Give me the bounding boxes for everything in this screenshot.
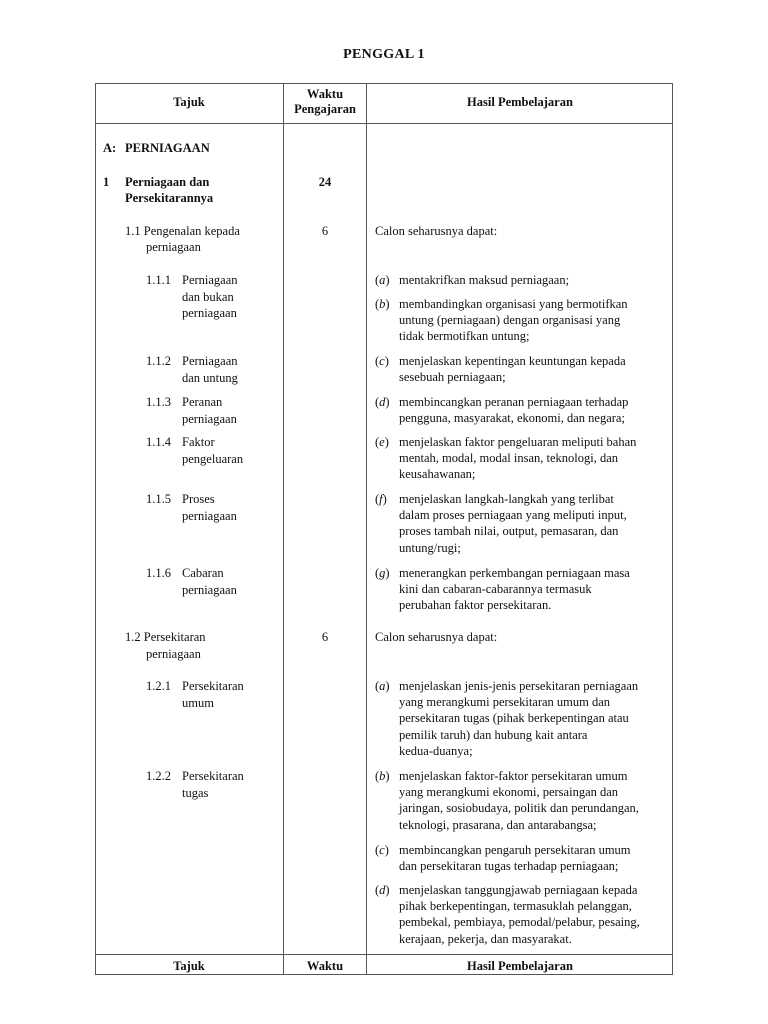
outcome-text-line: menjelaskan langkah-langkah yang terlibat <box>399 492 614 506</box>
item-name-line: Perniagaan <box>182 354 238 368</box>
item-name-line: perniagaan <box>182 508 237 523</box>
outcome-text-line: tidak bermotifkan untung; <box>399 329 530 344</box>
page-title: PENGGAL 1 <box>343 47 425 62</box>
outcome-text-line: perubahan faktor persekitaran. <box>399 598 552 613</box>
outcome-text-line: yang merangkumi persekitaran umum dan <box>399 695 611 710</box>
outcome-text-line: menjelaskan jenis-jenis persekitaran perniagaan <box>399 679 639 693</box>
footer-topic: Tajuk <box>173 959 205 973</box>
header-outcomes: Hasil Pembelajaran <box>467 95 573 109</box>
outcome-text-line: dalam proses perniagaan yang meliputi input, <box>399 508 627 523</box>
outcome-text-line: pemilik taruh) dan hubung kait antara <box>399 727 588 742</box>
outcome-letter: (b) <box>375 297 390 311</box>
outcome-text-line: untung/rugi; <box>399 540 461 555</box>
item-name-line: pengeluaran <box>182 451 244 466</box>
outcome-text-line: menerangkan perkembangan perniagaan masa <box>399 566 630 580</box>
footer-outcomes: Hasil Pembelajaran <box>467 959 573 973</box>
outcome-text-line: menjelaskan kepentingan keuntungan kepada <box>399 354 626 368</box>
outcome-text-line: menjelaskan tanggungjawab perniagaan kepada <box>399 883 638 897</box>
header-topic: Tajuk <box>173 95 205 109</box>
outcome-text-line: jaringan, sosiobudaya, politik dan perundangan, <box>399 801 639 816</box>
item-number: 1.2.1 <box>146 679 171 693</box>
topic-hours: 24 <box>318 175 332 189</box>
item-name-line: tugas <box>182 785 209 800</box>
item-name-line: Persekitaran <box>182 679 244 693</box>
item-number: 1.2.2 <box>146 769 171 783</box>
subtopic-label-line2: perniagaan <box>146 647 201 661</box>
outcome-text-line: mentakrifkan maksud perniagaan; <box>399 273 570 287</box>
column-divider <box>283 83 284 975</box>
outcome-text-line: persekitaran tugas (pihak berkepentingan atau <box>399 711 629 726</box>
outcome-text-line: menjelaskan faktor pengeluaran meliputi bahan <box>399 435 637 449</box>
item-name-line: Faktor <box>182 435 215 449</box>
item-name-line: Persekitaran <box>182 769 244 783</box>
item-number: 1.1.4 <box>146 435 171 449</box>
outcome-letter: (d) <box>375 395 390 409</box>
outcome-letter: (c) <box>375 843 389 857</box>
outcome-text-line: keusahawanan; <box>399 467 476 482</box>
topic-title-line2: Persekitarannya <box>125 191 214 205</box>
item-name-line: dan bukan <box>182 289 234 304</box>
item-number: 1.1.3 <box>146 395 171 409</box>
item-name-line: umum <box>182 695 214 710</box>
outcome-text-line: membandingkan organisasi yang bermotifkan <box>399 297 628 311</box>
outcome-text-line: menjelaskan faktor-faktor persekitaran umum <box>399 769 628 783</box>
item-name-line: perniagaan <box>182 582 237 597</box>
outcome-text-line: yang merangkumi ekonomi, persaingan dan <box>399 785 619 800</box>
topic-number: 1 <box>103 175 110 189</box>
item-number: 1.1.5 <box>146 492 171 506</box>
item-number: 1.1.1 <box>146 273 171 287</box>
item-number: 1.1.2 <box>146 354 171 368</box>
outcome-text-line: membincangkan pengaruh persekitaran umum <box>399 843 631 857</box>
subtopic-label-line1: 1.1 Pengenalan kepada <box>125 224 240 238</box>
section-name: PERNIAGAAN <box>125 141 210 155</box>
item-name-line: Proses <box>182 492 215 506</box>
header-hours-line2: Pengajaran <box>294 102 356 116</box>
outcome-text-line: untung (perniagaan) dengan organisasi yang <box>399 313 621 328</box>
footer-hours: Waktu <box>306 959 344 973</box>
outcome-text-line: proses tambah nilai, output, pemasaran, dan <box>399 524 619 539</box>
column-divider <box>366 83 367 975</box>
header-divider <box>95 123 673 124</box>
outcome-intro: Calon seharusnya dapat: <box>375 630 498 644</box>
item-name-line: Perniagaan <box>182 273 238 287</box>
outcome-text-line: dan persekitaran tugas terhadap perniagaan; <box>399 859 619 874</box>
outcome-text-line: pembekal, pembiaya, pemodal/pelabur, pesaing, <box>399 915 640 930</box>
item-name-line: Peranan <box>182 395 223 409</box>
footer-divider <box>95 954 673 955</box>
outcome-letter: (a) <box>375 679 390 693</box>
item-name-line: dan untung <box>182 370 238 385</box>
header-hours <box>284 87 366 117</box>
outcome-text-line: pihak berkepentingan, termasuklah pelanggan, <box>399 899 632 914</box>
outcome-letter: (d) <box>375 883 390 897</box>
subtopic-hours: 6 <box>321 630 329 644</box>
outcome-letter: (g) <box>375 566 390 580</box>
outcome-text-line: kini dan cabaran-cabarannya termasuk <box>399 582 592 597</box>
subtopic-hours: 6 <box>321 224 329 238</box>
outcome-letter: (b) <box>375 769 390 783</box>
outcome-intro: Calon seharusnya dapat: <box>375 224 498 238</box>
subtopic-label-line1: 1.2 Persekitaran <box>125 630 206 644</box>
outcome-text-line: teknologi, prasarana, dan antarabangsa; <box>399 817 597 832</box>
outcome-text-line: sesebuah perniagaan; <box>399 370 506 385</box>
subtopic-label-line2: perniagaan <box>146 240 201 254</box>
item-number: 1.1.6 <box>146 566 171 580</box>
outcome-text-line: membincangkan peranan perniagaan terhadap <box>399 395 629 409</box>
item-name-line: Cabaran <box>182 566 224 580</box>
section-letter: A: <box>103 141 117 155</box>
outcome-text-line: kerajaan, pekerja, dan masyarakat. <box>399 931 572 946</box>
header-hours-line1: Waktu <box>306 87 344 101</box>
outcome-letter: (e) <box>375 435 389 449</box>
outcome-text-line: pengguna, masyarakat, ekonomi, dan negara; <box>399 411 625 426</box>
outcome-letter: (a) <box>375 273 390 287</box>
outcome-letter: (f) <box>375 492 387 506</box>
outcome-letter: (c) <box>375 354 389 368</box>
item-name-line: perniagaan <box>182 411 237 426</box>
item-name-line: perniagaan <box>182 306 237 320</box>
outcome-text-line: mentah, modal, modal insan, teknologi, dan <box>399 451 619 466</box>
outcome-text-line: kedua-duanya; <box>399 743 473 758</box>
topic-title-line1: Perniagaan dan <box>125 175 210 189</box>
